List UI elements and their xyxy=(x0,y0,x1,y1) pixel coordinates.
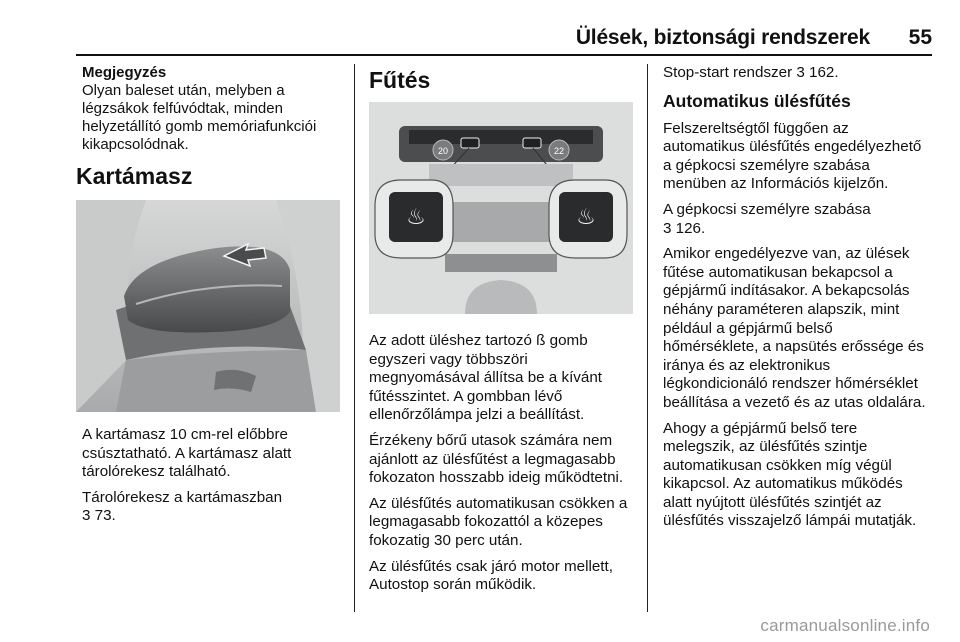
right-temp-label: 22 xyxy=(553,146,565,156)
personalization-ref[interactable]: 3 126. xyxy=(663,219,706,237)
heating-text-1: Az adott üléshez tartozó ß gomb egyszeri vagy többszöri megnyomásával állítsa be a kívánt fűtésszintet. A gombban lévő ellenőrzőlámpa jelzi a beállítást. xyxy=(369,332,602,424)
column-divider-2 xyxy=(647,64,648,612)
auto-heating-text-3: Amikor engedélyezve van, az ülések fűtése automatikusan bekapcsol a gépjármű indításakor. A bekapcsolás néhány paraméteren alapszik, mint például a gépjármű belső hőmérséklete, a napsütés erőssége és iránya és az elektronikus légkondicionáló rendszer hőmérséklet beállítása a vezető és az utas oldalára. xyxy=(663,245,926,411)
header-rule xyxy=(76,54,932,56)
left-temp-label: 20 xyxy=(437,146,449,156)
heating-text-3: Az ülésfűtés automatikusan csökken a legmagasabb fokozattól a közepes fokozatig 30 perc után. xyxy=(369,494,628,549)
chapter-title: Ülések, biztonsági rendszerek xyxy=(575,26,870,49)
column-2 xyxy=(369,64,633,602)
stop-start-ref[interactable]: Stop-start rendszer 3 162. xyxy=(663,64,839,81)
armrest-storage-text: Tárolórekesz a kartámaszban xyxy=(82,488,283,506)
seat-heating-illustration xyxy=(369,102,633,314)
column-1 xyxy=(76,64,344,533)
armrest-storage-ref[interactable]: 3 73. xyxy=(82,507,116,525)
seat-heat-left-icon: ♨ xyxy=(406,205,426,230)
page-header xyxy=(76,26,932,56)
auto-heating-heading: Automatikus ülésfűtés xyxy=(663,90,851,111)
armrest-text-2 xyxy=(82,489,344,526)
column-3 xyxy=(663,64,929,538)
column-divider-1 xyxy=(354,64,355,612)
armrest-text-1: A kartámasz 10 cm-rel előbbre csúsztatható. A kartámasz alatt tárolórekesz található. xyxy=(82,426,292,481)
heating-text-4: Az ülésfűtés csak járó motor mellett, Autostop során működik. xyxy=(369,557,613,594)
heating-heading: Fűtés xyxy=(369,67,431,93)
heating-text-2: Érzékeny bőrű utasok számára nem ajánlott az ülésfűtést a legmagasabb fokozaton hosszabb ideig működtetni. xyxy=(369,431,624,487)
watermark: carmanualsonline.info xyxy=(760,616,930,635)
page-number: 55 xyxy=(908,26,932,49)
auto-heating-text-1: Felszereltségtől függően az automatikus ülésfűtés engedélyezhető a gépkocsi személyre szabása menüben az Információs kijelzőn. xyxy=(663,119,922,193)
personalization-text: A gépkocsi személyre szabása xyxy=(663,200,871,218)
note-title: Megjegyzés xyxy=(82,64,167,81)
armrest-illustration xyxy=(76,200,340,412)
auto-heating-text-2 xyxy=(663,201,929,238)
note-text: Olyan baleset után, melyben a légzsákok felfúvódtak, minden helyzetállító gomb memóriafunkciói kikapcsolódnak. xyxy=(82,82,317,153)
armrest-heading: Kartámasz xyxy=(76,163,193,189)
seat-heat-right-icon: ♨ xyxy=(576,205,596,230)
auto-heating-text-4: Ahogy a gépjármű belső tere melegszik, az ülésfűtés szintje automatikusan csökken míg végül kikapcsol. Az automatikus működés alatt nyújtott ülésfűtés szintjét az ülésfűtés visszajelző lámpái mutatják. xyxy=(663,419,917,530)
